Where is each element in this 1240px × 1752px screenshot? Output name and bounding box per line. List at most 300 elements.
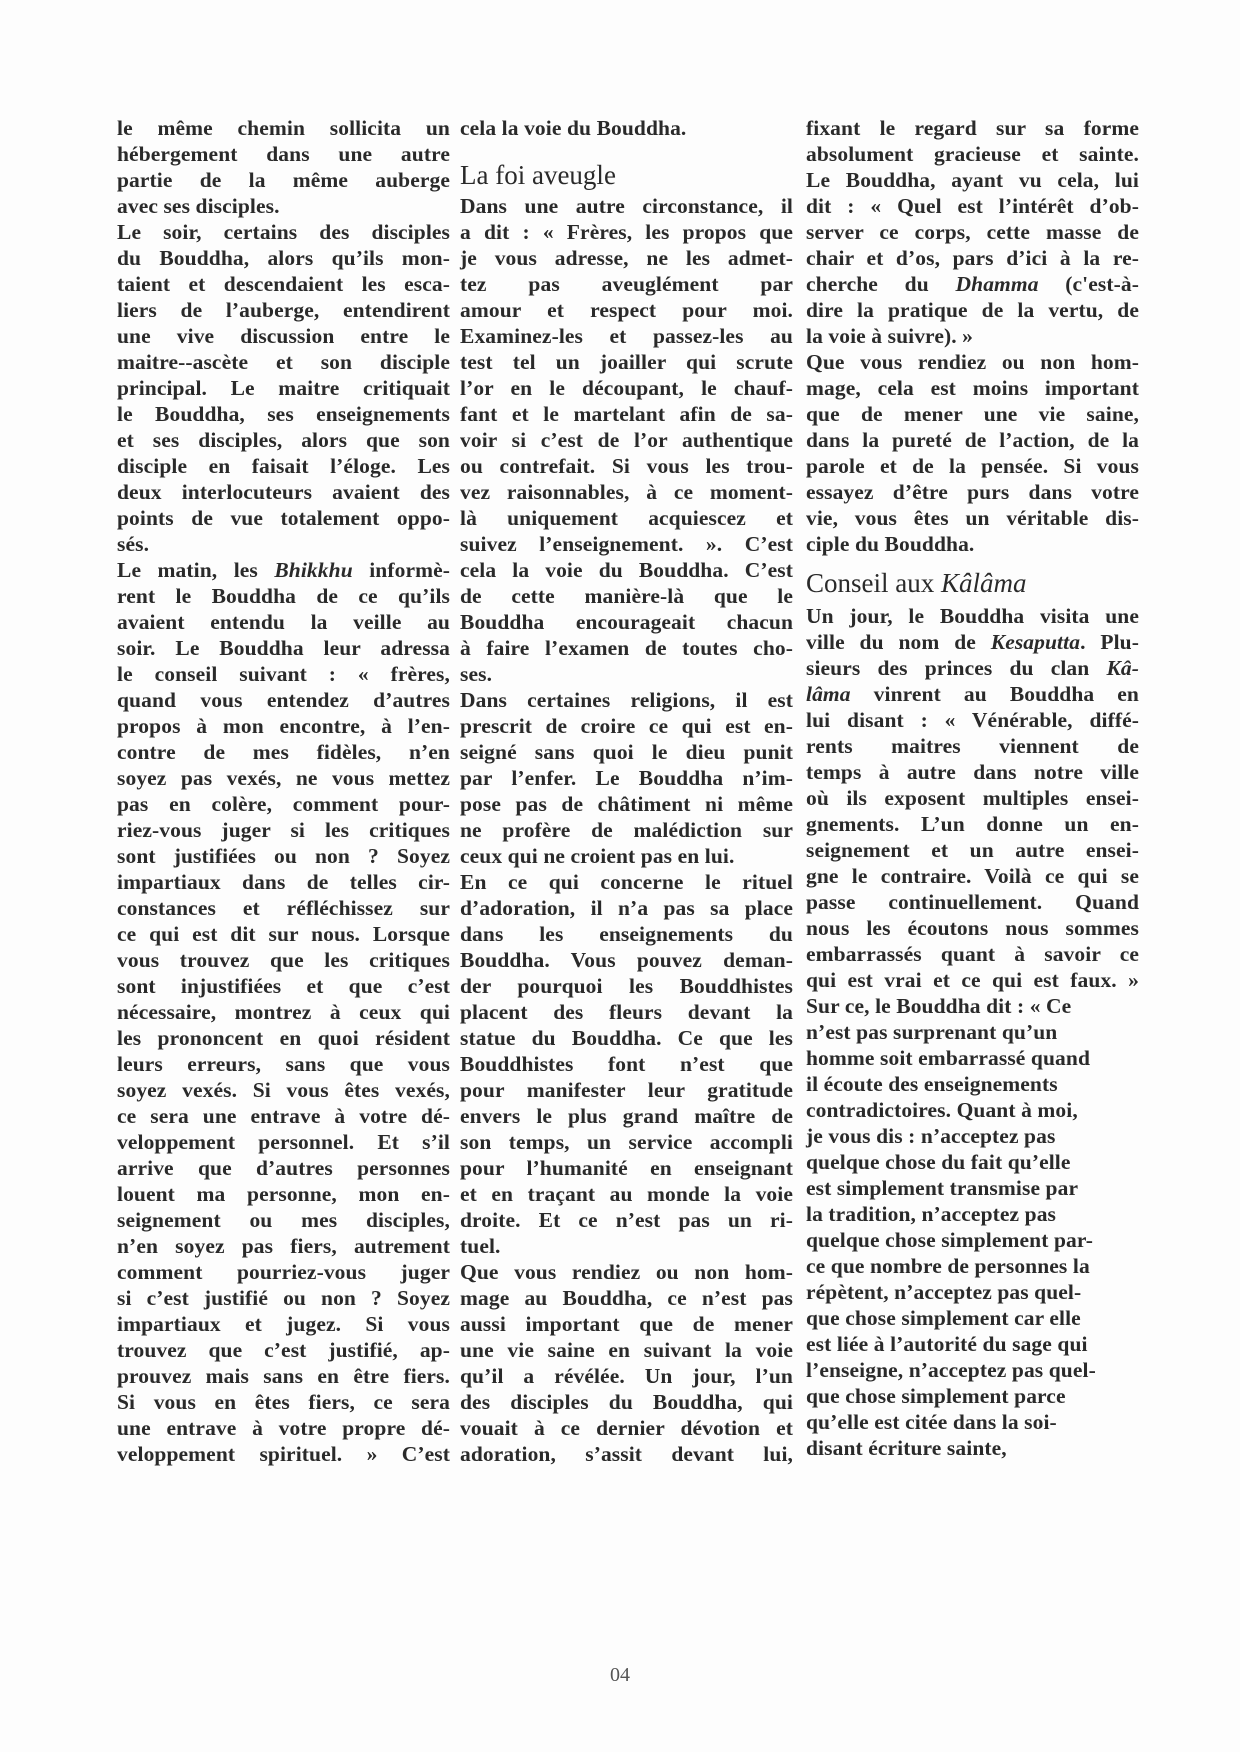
text-line bbox=[117, 1284, 450, 1312]
text-segment: le Bouddha, ses enseignements bbox=[117, 402, 450, 426]
text-line bbox=[806, 966, 1139, 994]
text-line bbox=[117, 192, 450, 220]
text-line bbox=[806, 706, 1139, 734]
text-line bbox=[460, 192, 793, 220]
text-segment: Bouddha encourageait chacun bbox=[460, 610, 793, 634]
text-line bbox=[806, 1382, 1139, 1410]
text-line bbox=[117, 348, 450, 376]
text-line bbox=[806, 1174, 1139, 1202]
text-segment: seigné sans quoi le dieu punit bbox=[460, 740, 793, 764]
text-segment: son temps, un service accompli bbox=[460, 1130, 793, 1154]
text-line bbox=[460, 1258, 793, 1286]
text-segment: avaient entendu la veille au bbox=[117, 610, 450, 634]
text-segment: est liée à l’autorité du sage qui bbox=[806, 1332, 1088, 1356]
text-segment: gnements. L’un donne un en- bbox=[806, 812, 1139, 836]
text-segment: test tel un joailler qui scrute bbox=[460, 350, 793, 374]
text-segment: soir. Le Bouddha leur adressa bbox=[117, 636, 450, 660]
text-segment: En ce qui concerne le rituel bbox=[460, 870, 793, 894]
text-segment: parole et de la pensée. Si vous bbox=[806, 454, 1139, 478]
text-line bbox=[806, 784, 1139, 812]
text-line bbox=[460, 244, 793, 272]
text-line bbox=[460, 608, 793, 636]
text-segment: droite. Et ce n’est pas un ri- bbox=[460, 1208, 793, 1232]
text-segment: que chose simplement car elle bbox=[806, 1306, 1081, 1330]
text-segment: . Plu- bbox=[1080, 630, 1139, 654]
text-segment: Que vous rendiez ou non hom- bbox=[460, 1260, 793, 1284]
text-segment: n’est pas surprenant qu’un bbox=[806, 1020, 1058, 1044]
text-line bbox=[117, 1128, 450, 1156]
text-line bbox=[806, 1096, 1139, 1124]
text-line bbox=[806, 530, 1139, 558]
text-line bbox=[806, 348, 1139, 376]
text-segment: ville du nom de bbox=[806, 630, 991, 654]
text-segment: Dans une autre circonstance, il bbox=[460, 194, 793, 218]
italic-term: Kâlâma bbox=[941, 568, 1027, 598]
text-segment: qu’elle est citée dans la soi- bbox=[806, 1410, 1057, 1434]
text-segment: vous trouvez que les critiques bbox=[117, 948, 450, 972]
text-segment: liers de l’auberge, entendirent bbox=[117, 298, 450, 322]
text-segment: pour l’humanité en enseignant bbox=[460, 1156, 793, 1180]
text-segment: amour et respect pour moi. bbox=[460, 298, 793, 322]
text-segment: Sur ce, le Bouddha dit : « Ce bbox=[806, 994, 1072, 1018]
text-line bbox=[117, 1336, 450, 1364]
text-segment: cela la voie du Bouddha. bbox=[460, 116, 687, 140]
text-line bbox=[806, 1252, 1139, 1280]
text-segment: impartiaux dans de telles cir- bbox=[117, 870, 450, 894]
text-segment: seignement ou mes disciples, bbox=[117, 1208, 450, 1232]
text-line bbox=[117, 114, 450, 142]
text-line bbox=[117, 140, 450, 168]
text-segment: server ce corps, cette masse de bbox=[806, 220, 1139, 244]
italic-term: Bhikkhu bbox=[274, 558, 353, 582]
text-segment: dans la pureté de l’action, de la bbox=[806, 428, 1139, 452]
text-segment: sés. bbox=[117, 532, 150, 556]
text-segment: ce qui est dit sur nous. Lorsque bbox=[117, 922, 450, 946]
text-line bbox=[806, 940, 1139, 968]
text-line bbox=[806, 322, 1139, 350]
text-segment: d’adoration, il n’a pas sa place bbox=[460, 896, 793, 920]
text-line bbox=[806, 1122, 1139, 1150]
text-line bbox=[460, 504, 793, 532]
text-segment: trouvez que c’est justifié, ap- bbox=[117, 1338, 450, 1362]
text-line bbox=[460, 1128, 793, 1156]
text-line bbox=[117, 452, 450, 480]
text-segment: vinrent au Bouddha en bbox=[850, 682, 1139, 706]
text-line bbox=[460, 270, 793, 298]
text-segment: Si vous en êtes fiers, ce sera bbox=[117, 1390, 450, 1414]
text-segment: il écoute des enseignements bbox=[806, 1072, 1058, 1096]
text-line bbox=[806, 1044, 1139, 1072]
text-line bbox=[460, 1310, 793, 1338]
text-line bbox=[806, 628, 1139, 656]
text-segment: que de mener une vie saine, bbox=[806, 402, 1139, 426]
text-segment: taient et descendaient les esca- bbox=[117, 272, 450, 296]
text-line bbox=[460, 998, 793, 1026]
text-line bbox=[460, 218, 793, 246]
text-segment: ce sera une entrave à votre dé- bbox=[117, 1104, 450, 1128]
text-segment: arrive que d’autres personnes bbox=[117, 1156, 450, 1180]
text-segment: pose pas de châtiment ni même bbox=[460, 792, 793, 816]
text-line bbox=[460, 1388, 793, 1416]
text-line bbox=[117, 1310, 450, 1338]
text-line bbox=[117, 244, 450, 272]
text-segment: une entrave à votre propre dé- bbox=[117, 1416, 450, 1440]
text-segment: nécessaire, montrez à ceux qui bbox=[117, 1000, 450, 1024]
text-line bbox=[460, 1206, 793, 1234]
text-segment: à faire l’examen de toutes cho- bbox=[460, 636, 793, 660]
text-segment: Examinez-les et passez-les au bbox=[460, 324, 793, 348]
text-segment: constances et réfléchissez sur bbox=[117, 896, 450, 920]
text-segment: adoration, s’assit devant lui, bbox=[460, 1442, 793, 1466]
text-segment: envers le plus grand maître de bbox=[460, 1104, 793, 1128]
text-segment: dit : « Quel est l’intérêt d’ob- bbox=[806, 194, 1139, 218]
text-line bbox=[806, 992, 1139, 1020]
text-line bbox=[117, 608, 450, 636]
text-line bbox=[117, 530, 450, 558]
text-line bbox=[460, 1024, 793, 1052]
text-line bbox=[117, 816, 450, 844]
text-line bbox=[117, 218, 450, 246]
text-segment: les prononcent en quoi résident bbox=[117, 1026, 450, 1050]
text-segment: qui est vrai et ce qui est faux. » bbox=[806, 968, 1139, 992]
text-line bbox=[117, 972, 450, 1000]
text-line bbox=[117, 894, 450, 922]
text-segment: je vous adresse, ne les admet- bbox=[460, 246, 793, 270]
text-line bbox=[806, 452, 1139, 480]
text-segment: répètent, n’acceptez pas quel- bbox=[806, 1280, 1082, 1304]
text-line bbox=[460, 296, 793, 324]
italic-term: Kâ- bbox=[1106, 656, 1139, 680]
text-segment: fant et le martelant afin de sa- bbox=[460, 402, 793, 426]
text-line bbox=[460, 660, 793, 688]
text-line bbox=[806, 1278, 1139, 1306]
text-segment: Bouddha. Vous pouvez deman- bbox=[460, 948, 793, 972]
text-line bbox=[460, 426, 793, 454]
text-segment: louent ma personne, mon en- bbox=[117, 1182, 450, 1206]
text-segment: sont injustifiées et que c’est bbox=[117, 974, 450, 998]
page-number: 04 bbox=[610, 1664, 630, 1686]
text-segment: ses. bbox=[460, 662, 493, 686]
text-segment: Dans certaines religions, il est bbox=[460, 688, 793, 712]
text-segment: le conseil suivant : « frères, bbox=[117, 662, 450, 686]
text-line bbox=[117, 634, 450, 662]
text-segment: leurs erreurs, sans que vous bbox=[117, 1052, 450, 1076]
text-line bbox=[117, 920, 450, 948]
text-segment: que chose simplement parce bbox=[806, 1384, 1066, 1408]
text-segment: Que vous rendiez ou non hom- bbox=[806, 350, 1139, 374]
text-segment: et ses disciples, alors que son bbox=[117, 428, 450, 452]
text-line bbox=[806, 1356, 1139, 1384]
text-line bbox=[460, 1414, 793, 1442]
text-line bbox=[117, 790, 450, 818]
text-line bbox=[460, 400, 793, 428]
text-line bbox=[117, 478, 450, 506]
text-line bbox=[806, 114, 1139, 142]
text-segment: la tradition, n’acceptez pas bbox=[806, 1202, 1057, 1226]
text-segment: points de vue totalement oppo- bbox=[117, 506, 450, 530]
text-line bbox=[117, 1232, 450, 1260]
text-line bbox=[117, 504, 450, 532]
text-segment: riez-vous juger si les critiques bbox=[117, 818, 450, 842]
text-line bbox=[806, 218, 1139, 246]
text-segment: comment pourriez-vous juger bbox=[117, 1260, 450, 1284]
text-segment: tuel. bbox=[460, 1234, 501, 1258]
text-line bbox=[117, 1050, 450, 1078]
text-segment: où ils exposent multiples ensei- bbox=[806, 786, 1139, 810]
text-line bbox=[460, 1180, 793, 1208]
text-line bbox=[806, 1148, 1139, 1176]
text-line bbox=[117, 296, 450, 324]
text-segment: soyez pas vexés, ne vous mettez bbox=[117, 766, 450, 790]
text-segment: homme soit embarrassé quand bbox=[806, 1046, 1090, 1070]
text-line bbox=[117, 712, 450, 740]
text-line bbox=[117, 400, 450, 428]
text-segment: le même chemin sollicita un bbox=[117, 116, 450, 140]
text-line bbox=[460, 894, 793, 922]
text-segment: nous les écoutons nous sommes bbox=[806, 916, 1139, 940]
italic-term: Kesaputta bbox=[990, 630, 1081, 654]
text-line bbox=[460, 348, 793, 376]
text-segment: aussi important que de mener bbox=[460, 1312, 793, 1336]
text-line bbox=[806, 888, 1139, 916]
text-line bbox=[460, 816, 793, 844]
text-segment: pas en colère, comment pour- bbox=[117, 792, 450, 816]
text-segment: une vive discussion entre le bbox=[117, 324, 450, 348]
text-segment: la voie à suivre). » bbox=[806, 324, 974, 348]
text-line bbox=[117, 660, 450, 688]
text-line bbox=[806, 1434, 1139, 1462]
text-line bbox=[460, 530, 793, 558]
text-segment: des disciples du Bouddha, qui bbox=[460, 1390, 793, 1414]
text-line bbox=[460, 634, 793, 662]
text-segment: disciple en faisait l’éloge. Les bbox=[117, 454, 450, 478]
text-line bbox=[117, 1414, 450, 1442]
text-segment: Le matin, les bbox=[117, 558, 275, 582]
section-heading bbox=[806, 566, 1139, 600]
text-segment: et en traçant au monde la voie bbox=[460, 1182, 793, 1206]
text-line bbox=[117, 998, 450, 1026]
text-line bbox=[117, 1102, 450, 1130]
text-line bbox=[806, 1018, 1139, 1046]
text-segment: ciple du Bouddha. bbox=[806, 532, 975, 556]
text-line bbox=[806, 504, 1139, 532]
italic-term: lâma bbox=[806, 682, 851, 706]
text-line bbox=[460, 790, 793, 818]
text-line bbox=[117, 582, 450, 610]
text-line bbox=[806, 1330, 1139, 1358]
text-segment: tez pas aveuglément par bbox=[460, 272, 793, 296]
text-line bbox=[806, 836, 1139, 864]
text-segment: si c’est justifié ou non ? Soyez bbox=[117, 1286, 450, 1310]
text-segment: soyez vexés. Si vous êtes vexés, bbox=[117, 1078, 450, 1102]
text-segment: disant écriture sainte, bbox=[806, 1436, 1007, 1460]
text-segment: vie, vous êtes un véritable dis- bbox=[806, 506, 1139, 530]
text-line bbox=[460, 114, 793, 142]
text-line bbox=[460, 1154, 793, 1182]
text-line bbox=[117, 1258, 450, 1286]
text-line bbox=[806, 602, 1139, 630]
text-line bbox=[460, 1284, 793, 1312]
text-line bbox=[806, 1070, 1139, 1098]
italic-term: Dhamma bbox=[955, 272, 1039, 296]
text-segment: Le soir, certains des disciples bbox=[117, 220, 450, 244]
text-line bbox=[460, 452, 793, 480]
text-line bbox=[460, 1232, 793, 1260]
text-line bbox=[117, 166, 450, 194]
text-line bbox=[806, 270, 1139, 298]
text-segment: dans les enseignements du bbox=[460, 922, 793, 946]
text-line bbox=[117, 1154, 450, 1182]
text-segment: gne le contraire. Voilà ce qui se bbox=[806, 864, 1139, 888]
text-segment: partie de la même auberge bbox=[117, 168, 450, 192]
text-segment: dire la pratique de la vertu, de bbox=[806, 298, 1139, 322]
text-line bbox=[460, 920, 793, 948]
text-line bbox=[117, 1388, 450, 1416]
text-segment: mage, cela est moins important bbox=[806, 376, 1139, 400]
text-segment: der pourquoi les Bouddhistes bbox=[460, 974, 793, 998]
text-line bbox=[117, 738, 450, 766]
text-line bbox=[117, 686, 450, 714]
text-line bbox=[117, 1206, 450, 1234]
text-segment: l’or en le découpant, le chauf- bbox=[460, 376, 793, 400]
text-segment: maitre--ascète et son disciple bbox=[117, 350, 450, 374]
text-segment: cherche du bbox=[806, 272, 956, 296]
text-segment: avec ses disciples. bbox=[117, 194, 280, 218]
text-segment: essayez d’être purs dans votre bbox=[806, 480, 1139, 504]
text-segment: l’enseigne, n’acceptez pas quel- bbox=[806, 1358, 1096, 1382]
text-line bbox=[806, 192, 1139, 220]
text-segment: vez raisonnables, à ce moment- bbox=[460, 480, 793, 504]
text-segment: ceux qui ne croient pas en lui. bbox=[460, 844, 735, 868]
text-line bbox=[117, 1024, 450, 1052]
text-line bbox=[117, 764, 450, 792]
text-segment: deux interlocuteurs avaient des bbox=[117, 480, 450, 504]
text-segment: voir si c’est de l’or authentique bbox=[460, 428, 793, 452]
text-segment: temps à autre dans notre ville bbox=[806, 760, 1139, 784]
text-line bbox=[460, 868, 793, 896]
text-segment: prescrit de croire ce qui est en- bbox=[460, 714, 793, 738]
text-segment: ce que nombre de personnes la bbox=[806, 1254, 1090, 1278]
text-segment: vouait à ce dernier dévotion et bbox=[460, 1416, 793, 1440]
text-line bbox=[460, 1102, 793, 1130]
text-segment: cela la voie du Bouddha. C’est bbox=[460, 558, 793, 582]
text-line bbox=[806, 374, 1139, 402]
text-segment: hébergement dans une autre bbox=[117, 142, 450, 166]
text-segment: quelque chose simplement par- bbox=[806, 1228, 1093, 1252]
text-line bbox=[460, 686, 793, 714]
text-line bbox=[117, 1362, 450, 1390]
text-segment: sont justifiées ou non ? Soyez bbox=[117, 844, 450, 868]
text-segment: placent des fleurs devant la bbox=[460, 1000, 793, 1024]
text-line bbox=[117, 1440, 450, 1468]
text-line bbox=[806, 1408, 1139, 1436]
text-line bbox=[806, 400, 1139, 428]
text-line bbox=[806, 810, 1139, 838]
text-line bbox=[460, 764, 793, 792]
text-line bbox=[460, 1440, 793, 1468]
text-line bbox=[806, 680, 1139, 708]
text-line bbox=[117, 556, 450, 584]
text-line bbox=[806, 654, 1139, 682]
text-segment: impartiaux et jugez. Si vous bbox=[117, 1312, 450, 1336]
text-segment: rent le Bouddha de ce qu’ils bbox=[117, 584, 450, 608]
text-segment: statue du Bouddha. Ce que les bbox=[460, 1026, 793, 1050]
text-line bbox=[117, 868, 450, 896]
text-line bbox=[460, 1362, 793, 1390]
text-segment: Bouddhistes font n’est que bbox=[460, 1052, 793, 1076]
text-segment: fixant le regard sur sa forme bbox=[806, 116, 1139, 140]
text-segment: La foi aveugle bbox=[460, 160, 616, 190]
text-line bbox=[806, 1226, 1139, 1254]
text-line bbox=[460, 478, 793, 506]
text-segment: absolument gracieuse et sainte. bbox=[806, 142, 1139, 166]
text-segment: chair et d’os, pars d’ici à la re- bbox=[806, 246, 1139, 270]
text-line bbox=[117, 374, 450, 402]
text-line bbox=[117, 1180, 450, 1208]
text-line bbox=[460, 582, 793, 610]
text-line bbox=[806, 1200, 1139, 1228]
text-segment: passe continuellement. Quand bbox=[806, 890, 1139, 914]
text-segment: suivez l’enseignement. ». C’est bbox=[460, 532, 793, 556]
text-segment: seignement et un autre ensei- bbox=[806, 838, 1139, 862]
text-segment: ne profère de malédiction sur bbox=[460, 818, 793, 842]
text-line bbox=[806, 862, 1139, 890]
text-line bbox=[117, 842, 450, 870]
text-segment: rents maitres viennent de bbox=[806, 734, 1139, 758]
text-line bbox=[806, 732, 1139, 760]
text-line bbox=[460, 1076, 793, 1104]
text-segment: contradictoires. Quant à moi, bbox=[806, 1098, 1078, 1122]
text-line bbox=[806, 166, 1139, 194]
text-segment: par l’enfer. Le Bouddha n’im- bbox=[460, 766, 793, 790]
section-heading bbox=[460, 158, 793, 192]
text-line bbox=[460, 374, 793, 402]
text-line bbox=[806, 244, 1139, 272]
text-segment: de cette manière-là que le bbox=[460, 584, 793, 608]
text-segment: qu’il a révélée. Un jour, l’un bbox=[460, 1364, 793, 1388]
text-line bbox=[460, 972, 793, 1000]
text-line bbox=[806, 140, 1139, 168]
text-segment: propos à mon encontre, à l’en- bbox=[117, 714, 450, 738]
text-line bbox=[460, 556, 793, 584]
text-segment: mage au Bouddha, ce n’est pas bbox=[460, 1286, 793, 1310]
text-line bbox=[806, 914, 1139, 942]
text-segment: (c'est-à- bbox=[1038, 272, 1139, 296]
text-segment: informè- bbox=[352, 558, 450, 582]
text-segment: principal. Le maitre critiquait bbox=[117, 376, 450, 400]
text-segment: contre de mes fidèles, n’en bbox=[117, 740, 450, 764]
text-line bbox=[117, 322, 450, 350]
text-segment: une vie saine en suivant la voie bbox=[460, 1338, 793, 1362]
text-line bbox=[460, 946, 793, 974]
text-segment: quelque chose du fait qu’elle bbox=[806, 1150, 1071, 1174]
text-line bbox=[117, 1076, 450, 1104]
text-segment: là uniquement acquiescez et bbox=[460, 506, 793, 530]
text-segment: veloppement personnel. Et s’il bbox=[117, 1130, 450, 1154]
text-line bbox=[806, 1304, 1139, 1332]
text-segment: quand vous entendez d’autres bbox=[117, 688, 450, 712]
text-segment: Le Bouddha, ayant vu cela, lui bbox=[806, 168, 1139, 192]
text-segment: je vous dis : n’acceptez pas bbox=[806, 1124, 1056, 1148]
text-segment: embarrassés quant à savoir ce bbox=[806, 942, 1139, 966]
text-segment: ou contrefait. Si vous les trou- bbox=[460, 454, 793, 478]
text-line bbox=[460, 1050, 793, 1078]
text-line bbox=[117, 426, 450, 454]
text-segment: veloppement spirituel. » C’est bbox=[117, 1442, 450, 1466]
text-line bbox=[806, 758, 1139, 786]
text-line bbox=[460, 1336, 793, 1364]
text-segment: n’en soyez pas fiers, autrement bbox=[117, 1234, 450, 1258]
